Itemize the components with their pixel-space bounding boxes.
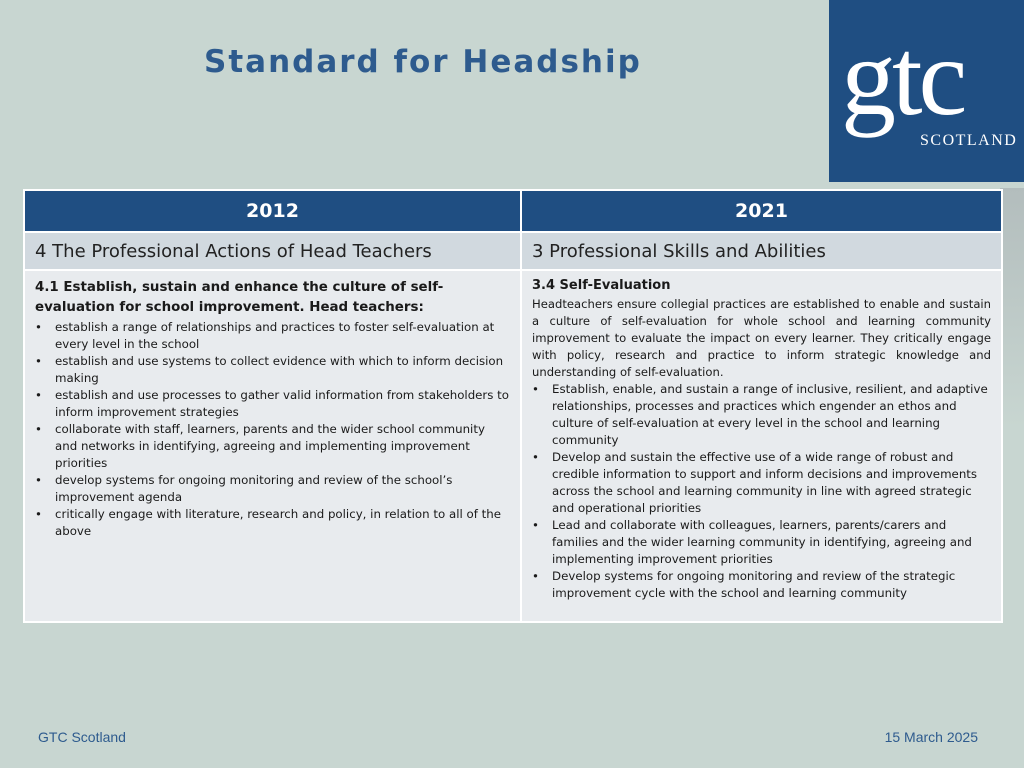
content-row [24, 270, 1002, 622]
list-item-text: develop systems for ongoing monitoring and review of the school’s improvement agenda [55, 473, 453, 504]
right-heading: 3.4 Self-Evaluation [532, 278, 671, 293]
subheader-left: 4 The Professional Actions of Head Teachers [24, 232, 521, 270]
list-item [35, 506, 510, 540]
bullet-icon: • [35, 473, 42, 487]
list-item-text: establish and use processes to gather valid information from stakeholders to inform improvement strategies [55, 388, 510, 419]
list-item-text: establish and use systems to collect evidence with which to inform decision making [55, 354, 504, 385]
list-item [532, 449, 991, 517]
logo-sub-text: SCOTLAND [920, 132, 1018, 149]
list-item-text: critically engage with literature, research and policy, in relation to all of the above [55, 507, 501, 538]
list-item [532, 381, 991, 449]
list-item [35, 472, 510, 506]
list-item [35, 353, 510, 387]
bullet-icon: • [532, 518, 539, 532]
list-item-text: Establish, enable, and sustain a range of inclusive, resilient, and adaptive relationships, processes and practices which engender an ethos and culture of self-evaluation at every level in the school and learning community [552, 382, 988, 447]
list-item [532, 568, 991, 602]
list-item [35, 387, 510, 421]
footer-date: 15 March 2025 [884, 729, 978, 745]
comparison-table [23, 189, 1003, 623]
right-bullet-list [532, 381, 991, 602]
bullet-icon: • [35, 422, 42, 436]
column-header-2021: 2021 [521, 190, 1002, 232]
footer-organization: GTC Scotland [38, 729, 126, 745]
list-item-text: Lead and collaborate with colleagues, learners, parents/carers and families and the wider learning community in identifying, agreeing and implementing improvement priorities [552, 518, 972, 566]
list-item-text: Develop systems for ongoing monitoring and review of the strategic improvement cycle with the school and learning community [552, 569, 956, 600]
subheader-right: 3 Professional Skills and Abilities [521, 232, 1002, 270]
left-heading: 4.1 Establish, sustain and enhance the culture of self-evaluation for school improvement. Head teachers: [35, 280, 444, 315]
slide-title: Standard for Headship [204, 44, 642, 80]
list-item [35, 319, 510, 353]
list-item-text: Develop and sustain the effective use of a wide range of robust and credible information to support and inform decisions and improvements across the school and learning community in line with agreed strategic and operational priorities [552, 450, 978, 515]
left-bullet-list [35, 319, 510, 540]
bullet-icon: • [35, 388, 42, 402]
content-cell-2021 [521, 270, 1002, 622]
content-cell-2012 [24, 270, 521, 622]
bullet-icon: • [532, 450, 539, 464]
list-item-text: establish a range of relationships and practices to foster self-evaluation at every level in the school [55, 320, 495, 351]
list-item-text: collaborate with staff, learners, parents and the wider school community and networks in identifying, agreeing and implementing improvement priorities [55, 422, 485, 470]
column-header-2012: 2012 [24, 190, 521, 232]
bullet-icon: • [35, 320, 42, 334]
subheader-row [24, 232, 1002, 270]
decorative-strip [1000, 188, 1024, 428]
list-item [532, 517, 991, 568]
bullet-icon: • [532, 382, 539, 396]
bullet-icon: • [35, 507, 42, 521]
right-intro: Headteachers ensure collegial practices are established to enable and sustain a culture of self-evaluation for whole school and learning community improvement to evaluate the impact on every learner. They critically engage with policy, research and practice to inform strategic knowledge and understanding of self-evaluation. [532, 297, 991, 379]
logo-main-text: gtc [841, 16, 964, 138]
bullet-icon: • [35, 354, 42, 368]
list-item [35, 421, 510, 472]
header-row [24, 190, 1002, 232]
gtc-scotland-logo [829, 0, 1024, 182]
bullet-icon: • [532, 569, 539, 583]
